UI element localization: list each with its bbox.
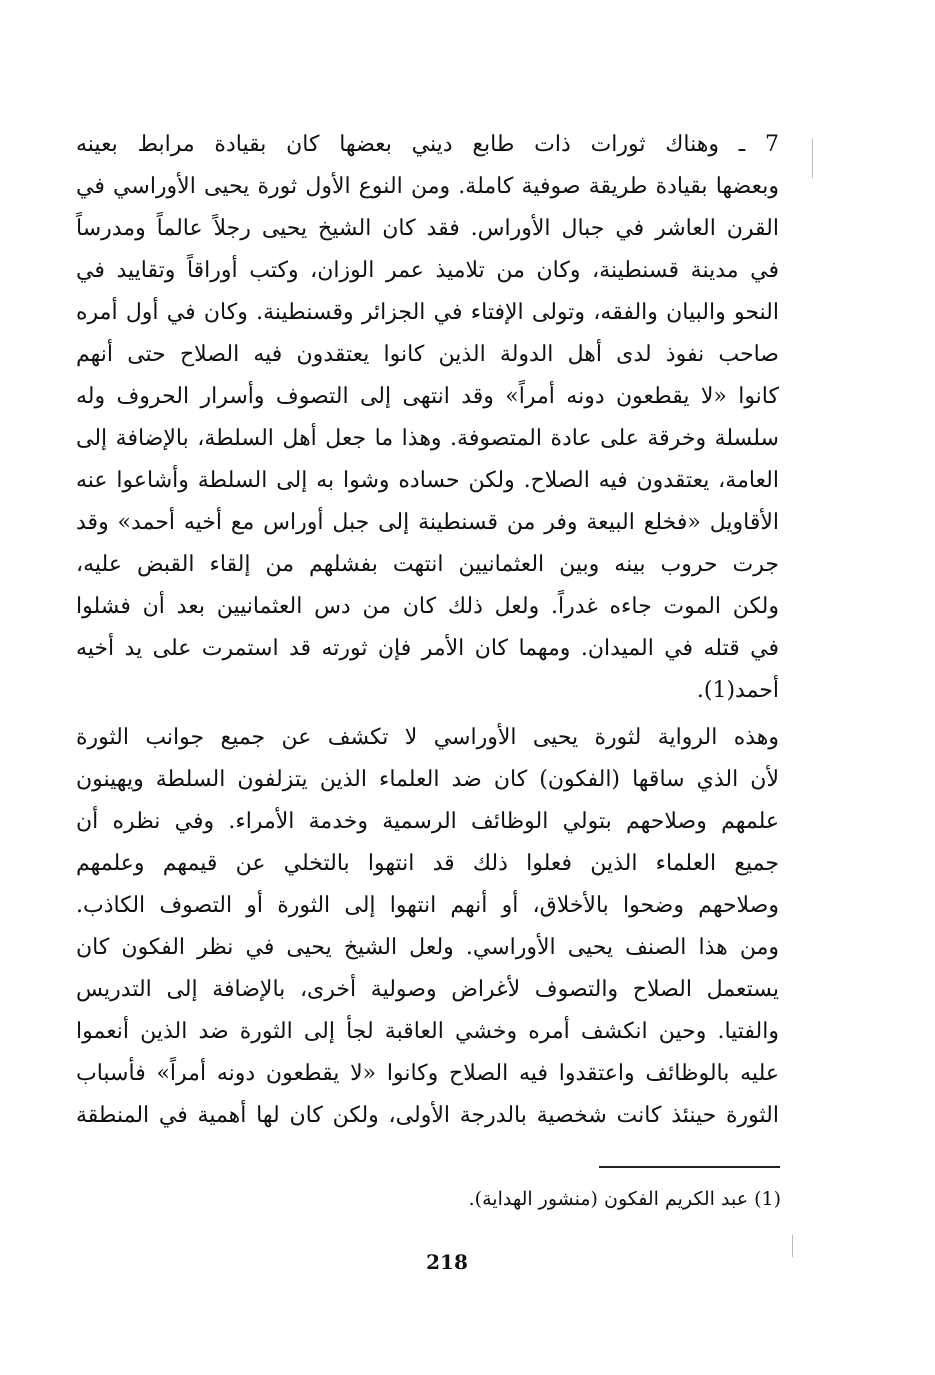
- scan-speck: [792, 1235, 793, 1257]
- text-line: الثورة حينئذ كانت شخصية بالدرجة الأولى، ولكن كان لها أهمية في المنطقة: [76, 1103, 779, 1128]
- text-line: وبعضها بقيادة طريقة صوفية كاملة. ومن النوع الأول ثورة يحيى الأوراسي في: [76, 174, 779, 199]
- text-line: جرت حروب بينه وبين العثمانيين انتهت بفشلهم من إلقاء القبض عليه،: [76, 552, 779, 577]
- text-line: أحمد(1).: [696, 678, 779, 703]
- text-line: العامة، يعتقدون فيه الصلاح. ولكن حساده وشوا به إلى السلطة وأشاعوا عنه: [76, 468, 779, 493]
- text-line: ومن هذا الصنف يحيى الأوراسي. ولعل الشيخ يحيى في نظر الفكون كان: [76, 935, 779, 960]
- text-line: صاحب نفوذ لدى أهل الدولة الذين كانوا يعتقدون فيه الصلاح حتى أنهم: [76, 342, 779, 367]
- text-line: عليه بالوظائف واعتقدوا فيه الصلاح وكانوا «لا يقطعون دونه أمراً» فأسباب: [76, 1061, 779, 1086]
- text-line: 7 ـ وهناك ثورات ذات طابع ديني بعضها كان بقيادة مرابط بعينه: [76, 132, 779, 157]
- text-line: سلسلة وخرقة على عادة المتصوفة. وهذا ما جعل أهل السلطة، بالإضافة إلى: [76, 426, 779, 451]
- text-line: لأن الذي ساقها (الفكون) كان ضد العلماء الذين يتزلفون السلطة ويهينون: [76, 767, 779, 792]
- paragraph-2: [76, 717, 779, 1137]
- paragraph-1: [76, 124, 779, 712]
- text-line: وهذه الرواية لثورة يحيى الأوراسي لا تكشف عن جميع جوانب الثورة: [76, 725, 779, 750]
- footnote-divider: [599, 1166, 780, 1168]
- text-line: علمهم وصلاحهم بتولي الوظائف الرسمية وخدمة الأمراء. وفي نظره أن: [76, 809, 779, 834]
- text-line: القرن العاشر في جبال الأوراس. فقد كان الشيخ يحيى رجلاً عالماً ومدرساً: [76, 216, 779, 241]
- text-line: وصلاحهم وضحوا بالأخلاق، أو أنهم انتهوا إلى الثورة أو التصوف الكاذب.: [76, 893, 779, 918]
- text-line: في قتله في الميدان. ومهما كان الأمر فإن ثورته قد استمرت على يد أخيه: [76, 636, 779, 661]
- text-line: والفتيا. وحين انكشف أمره وخشي العاقبة لجأ إلى الثورة ضد الذين أنعموا: [76, 1019, 779, 1044]
- text-line: الأقاويل «فخلع البيعة وفر من قسنطينة إلى جبل أوراس مع أخيه أحمد» وقد: [76, 510, 779, 535]
- footnote: (1) عبد الكريم الفكون (منشور الهداية).: [468, 1188, 781, 1210]
- scan-speck: [812, 138, 813, 178]
- text-line: كانوا «لا يقطعون دونه أمراً» وقد انتهى إلى التصوف وأسرار الحروف وله: [76, 384, 779, 409]
- text-line: ولكن الموت جاءه غدراً. ولعل ذلك كان من دس العثمانيين بعد أن فشلوا: [76, 594, 779, 619]
- text-line: في مدينة قسنطينة، وكان من تلاميذ عمر الوزان، وكتب أوراقاً وتقاييد في: [76, 258, 779, 283]
- text-line: جميع العلماء الذين فعلوا ذلك قد انتهوا بالتخلي عن قيمهم وعلمهم: [76, 851, 779, 876]
- text-line: يستعمل الصلاح والتصوف لأغراض وصولية أخرى، بالإضافة إلى التدريس: [76, 977, 779, 1002]
- page-number: 218: [426, 1250, 468, 1274]
- text-line: النحو والبيان والفقه، وتولى الإفتاء في الجزائر وقسنطينة. وكان في أول أمره: [76, 300, 779, 325]
